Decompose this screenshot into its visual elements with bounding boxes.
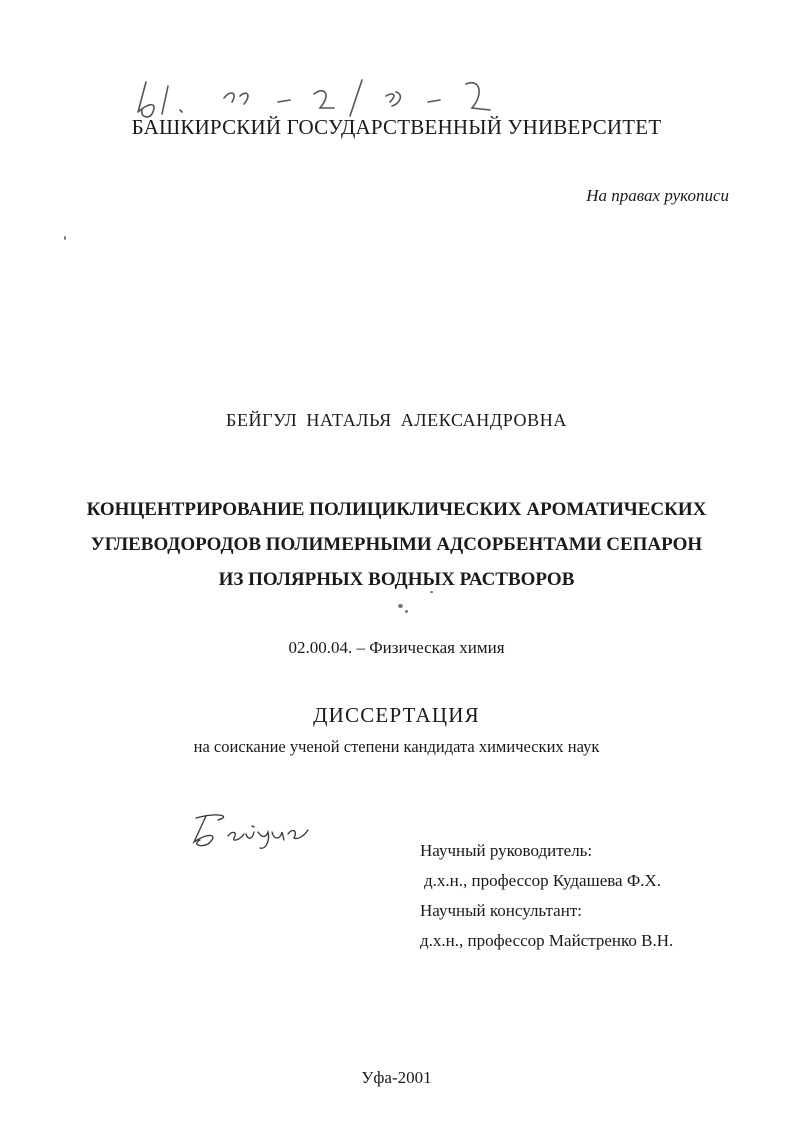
university-name: БАШКИРСКИЙ ГОСУДАРСТВЕННЫЙ УНИВЕРСИТЕТ bbox=[131, 115, 662, 139]
scan-speck bbox=[398, 604, 403, 608]
advisors-block bbox=[420, 836, 673, 956]
supervisor-label: Научный руководитель: bbox=[420, 841, 593, 860]
manuscript-rights-note: На правах рукописи bbox=[586, 186, 729, 205]
consultant-label: Научный консультант: bbox=[420, 901, 582, 920]
document-type: ДИССЕРТАЦИЯ bbox=[313, 703, 480, 727]
degree-purpose: на соискание ученой степени кандидата химических наук bbox=[193, 737, 600, 756]
supervisor-name: д.х.н., профессор Кудашева Ф.Х. bbox=[424, 871, 662, 890]
author-name: БЕЙГУЛ НАТАЛЬЯ АЛЕКСАНДРОВНА bbox=[226, 410, 567, 430]
scan-speck bbox=[405, 610, 408, 613]
title-line: КОНЦЕНТРИРОВАНИЕ ПОЛИЦИКЛИЧЕСКИХ АРОМАТИЧЕСКИХ bbox=[86, 499, 707, 520]
handwritten-archive-number bbox=[128, 72, 508, 120]
specialty-code: 02.00.04. – Физическая химия bbox=[288, 638, 505, 657]
author-signature bbox=[188, 810, 318, 850]
scan-speck bbox=[64, 236, 66, 240]
scan-speck bbox=[430, 591, 433, 593]
title-line: ИЗ ПОЛЯРНЫХ ВОДНЫХ РАСТВОРОВ bbox=[218, 569, 575, 590]
city-year: Уфа-2001 bbox=[361, 1068, 432, 1087]
consultant-name: д.х.н., профессор Майстренко В.Н. bbox=[420, 931, 674, 950]
title-line: УГЛЕВОДОРОДОВ ПОЛИМЕРНЫМИ АДСОРБЕНТАМИ СЕПАРОН bbox=[90, 534, 703, 555]
dissertation-title bbox=[0, 492, 793, 597]
